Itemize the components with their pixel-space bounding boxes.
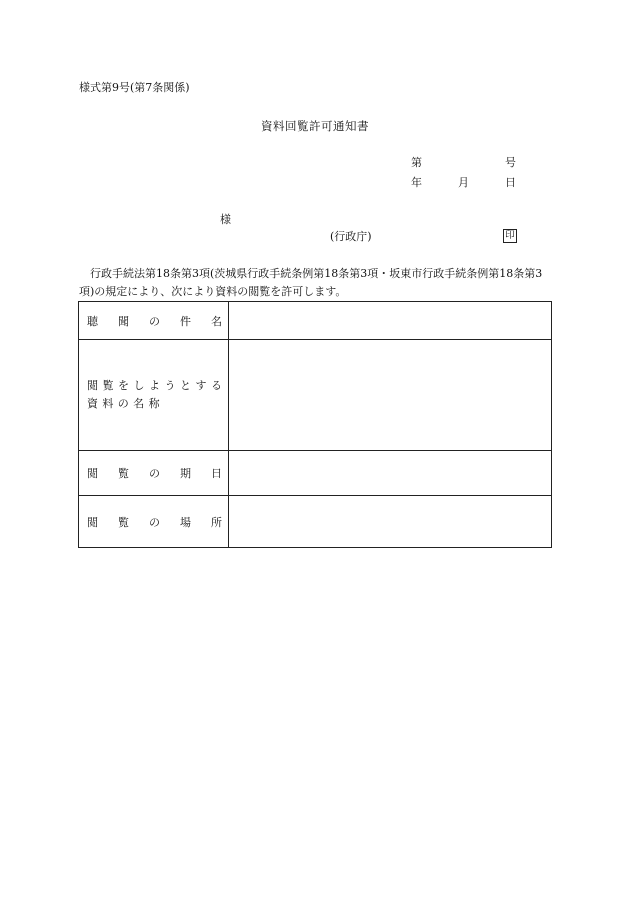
label-material-name xyxy=(79,340,229,451)
label-char: 覧 xyxy=(102,379,114,392)
value-viewing-date[interactable] xyxy=(229,451,552,496)
label-char: の xyxy=(149,515,160,529)
value-hearing-subject[interactable] xyxy=(229,302,552,340)
date-day: 日 xyxy=(505,176,516,189)
addressee-suffix: 様 xyxy=(220,213,231,226)
label-char: 場 xyxy=(180,515,191,529)
label-char: 料 xyxy=(102,397,114,410)
label-char: う xyxy=(164,379,176,392)
label-char: 聞 xyxy=(118,314,129,328)
seal-box: 印 xyxy=(503,229,517,243)
form-number: 様式第9号(第7条関係) xyxy=(79,81,190,94)
label-viewing-place xyxy=(79,496,229,548)
label-hearing-subject xyxy=(79,302,229,340)
value-viewing-place[interactable] xyxy=(229,496,552,548)
label-char: の xyxy=(149,314,160,328)
table-row-viewing-date xyxy=(79,451,552,496)
label-char: 所 xyxy=(211,515,222,529)
table-row-material-name xyxy=(79,340,552,451)
label-char: 日 xyxy=(211,467,222,480)
body-text: 行政手続法第18条第3項(茨城県行政手続条例第18条第3項・坂東市行政手続条例第18条第3項)の規定により、次により資料の閲覧を許可します。 xyxy=(79,267,543,298)
reference-dai: 第 xyxy=(411,156,422,169)
label-char: 名 xyxy=(133,397,145,410)
value-material-name[interactable] xyxy=(229,340,552,451)
label-char: 聴 xyxy=(87,314,98,328)
issuing-agency: (行政庁) xyxy=(330,230,372,243)
label-char: 期 xyxy=(180,467,191,480)
document-title: 資料回覧許可通知書 xyxy=(261,119,369,133)
date-year: 年 xyxy=(411,176,422,189)
label-char: る xyxy=(211,379,222,392)
label-char: 名 xyxy=(211,314,222,328)
label-char: の xyxy=(117,397,129,410)
label-char: 閲 xyxy=(87,515,98,529)
label-char: す xyxy=(195,379,207,392)
label-char: 閲 xyxy=(87,467,98,480)
label-char: を xyxy=(118,379,129,392)
label-char: 称 xyxy=(148,397,160,410)
label-char: よ xyxy=(149,379,160,392)
label-viewing-date xyxy=(79,451,229,496)
reference-gou: 号 xyxy=(505,156,516,169)
info-table xyxy=(78,301,552,548)
label-char: と xyxy=(180,379,191,392)
label-char: 覧 xyxy=(118,515,129,529)
label-char: し xyxy=(133,379,145,392)
label-char: 閲 xyxy=(87,379,98,392)
label-char: 件 xyxy=(180,314,191,328)
label-char: の xyxy=(149,467,160,480)
date-month: 月 xyxy=(458,176,469,189)
table-row-viewing-place xyxy=(79,496,552,548)
label-char: 覧 xyxy=(118,467,129,480)
table-row-hearing-subject xyxy=(79,302,552,340)
label-char: 資 xyxy=(87,397,98,410)
